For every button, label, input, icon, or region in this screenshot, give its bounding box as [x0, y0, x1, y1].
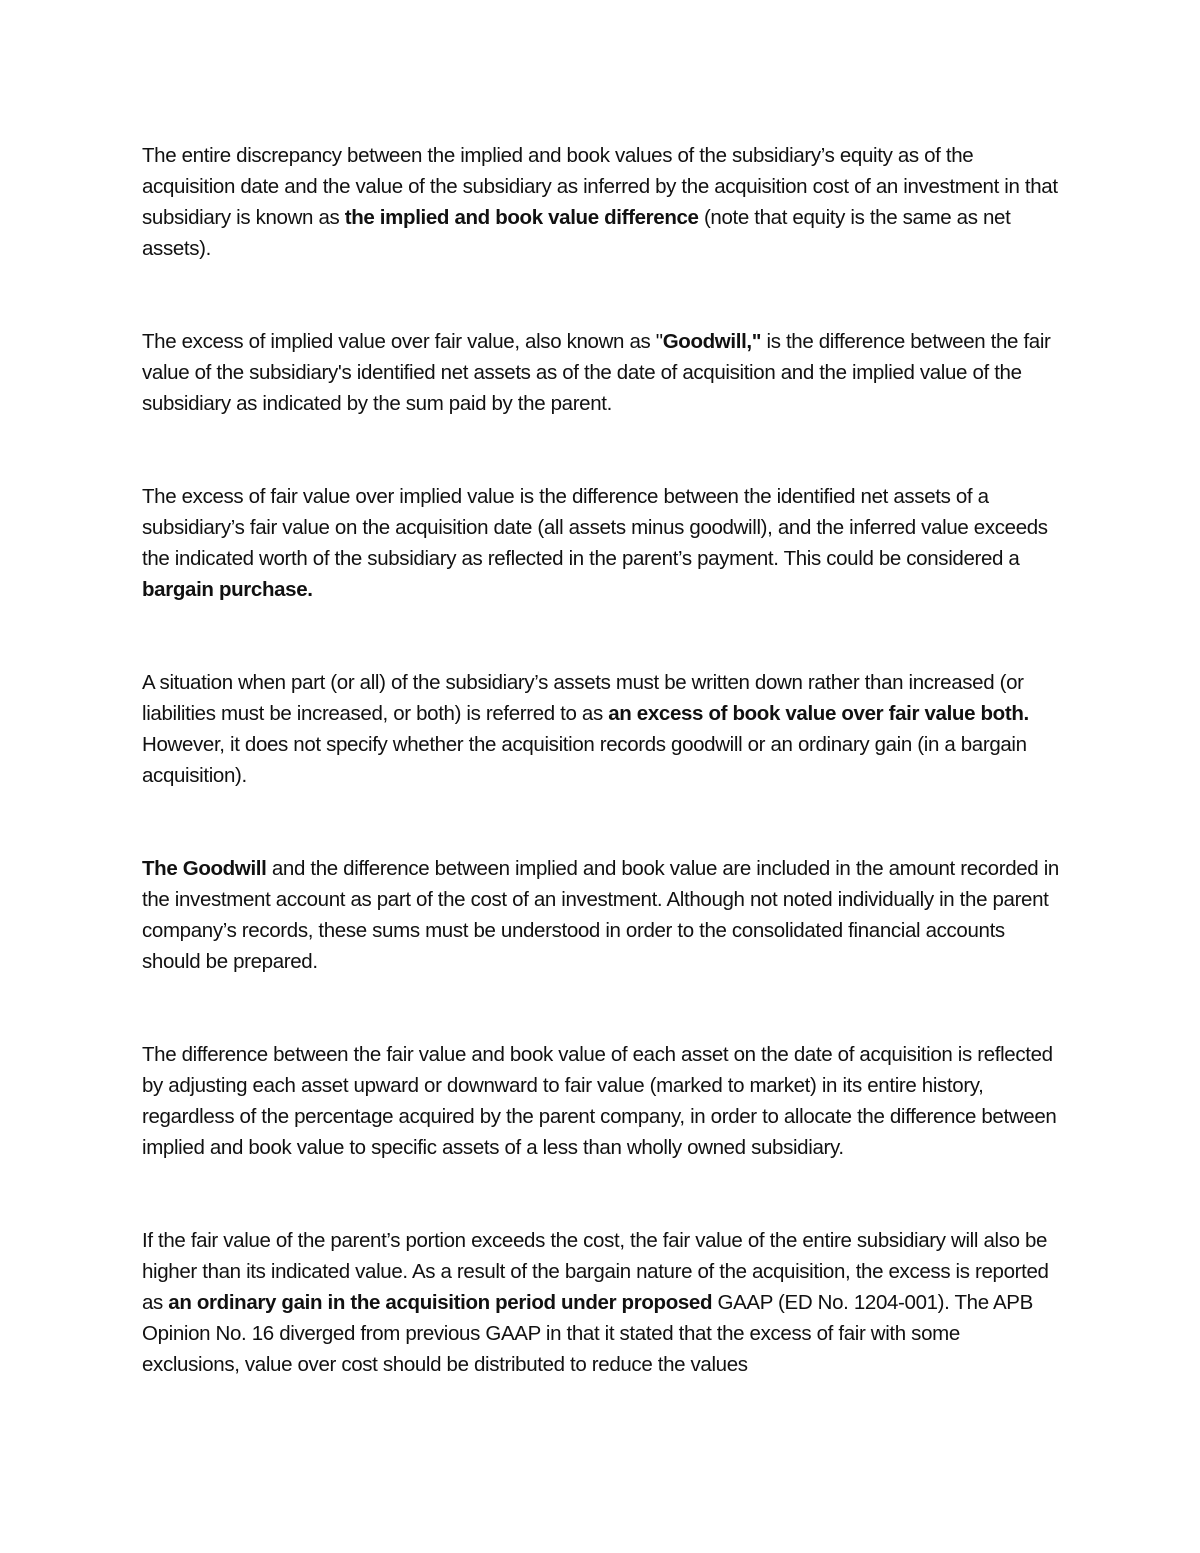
- paragraph-text: The excess of implied value over fair value, also known as ": [142, 330, 663, 353]
- paragraph-text: is the difference between the fair value of the subsidiary's identified net assets as of the date of acquisition and the implied value of the subsidiary as indicated by the sum paid by the parent.: [142, 330, 1051, 415]
- paragraph-text: and the difference between implied and book value are included in the amount recorded in the investment account as part of the cost of an investment. Although not noted individually in the parent company’s records, these sums must be understood in order to the consolidated financial accounts should be prepared.: [142, 857, 1059, 973]
- paragraph-implied-book-difference: [142, 140, 1062, 264]
- bold-term: the implied and book value difference: [344, 206, 699, 229]
- paragraph-goodwill: [142, 326, 1062, 419]
- bold-term: an excess of book value over fair value both.: [608, 702, 1029, 725]
- paragraph-text: The excess of fair value over implied value is the difference between the identified net assets of a subsidiary’s fair value on the acquisition date (all assets minus goodwill), and the inferred value exceeds the indicated worth of the subsidiary as reflected in the parent’s payment. This could be considered a: [142, 485, 1048, 570]
- bold-term: bargain purchase.: [142, 578, 313, 601]
- paragraph-investment-account: [142, 853, 1062, 977]
- bold-term: Goodwill,": [662, 330, 762, 353]
- paragraph-text: The difference between the fair value and book value of each asset on the date of acquisition is reflected by adjusting each asset upward or downward to fair value (marked to market) in its entire history, regardless of the percentage acquired by the parent company, in order to allocate the difference between implied and book value to specific assets of a less than wholly owned subsidiary.: [142, 1043, 1057, 1159]
- paragraph-text: A situation when part (or all) of the subsidiary’s assets must be written down rather than increased (or liabilities must be increased, or both) is referred to as: [142, 671, 1024, 725]
- paragraph-text: (note that equity is the same as net assets).: [142, 206, 1011, 260]
- paragraph-ordinary-gain: [142, 1225, 1062, 1380]
- paragraph-excess-book-value: [142, 667, 1062, 791]
- bold-term: The Goodwill: [142, 857, 267, 880]
- paragraph-allocation: [142, 1039, 1062, 1163]
- paragraph-text: If the fair value of the parent’s portion exceeds the cost, the fair value of the entire subsidiary will also be higher than its indicated value. As a result of the bargain nature of the acquisition, the excess is reported as: [142, 1229, 1049, 1314]
- paragraph-text: However, it does not specify whether the acquisition records goodwill or an ordinary gain (in a bargain acquisition).: [142, 733, 1027, 787]
- document-body: [142, 140, 1062, 1442]
- paragraph-bargain-purchase: [142, 481, 1062, 605]
- paragraph-text: The entire discrepancy between the implied and book values of the subsidiary’s equity as of the acquisition date and the value of the subsidiary as inferred by the acquisition cost of an investment in that subsidiary is known as: [142, 144, 1058, 229]
- bold-term: an ordinary gain in the acquisition period under proposed: [168, 1291, 713, 1314]
- paragraph-text: GAAP (ED No. 1204-001). The APB Opinion No. 16 diverged from previous GAAP in that it stated that the excess of fair with some exclusions, value over cost should be distributed to reduce the values: [142, 1291, 1033, 1376]
